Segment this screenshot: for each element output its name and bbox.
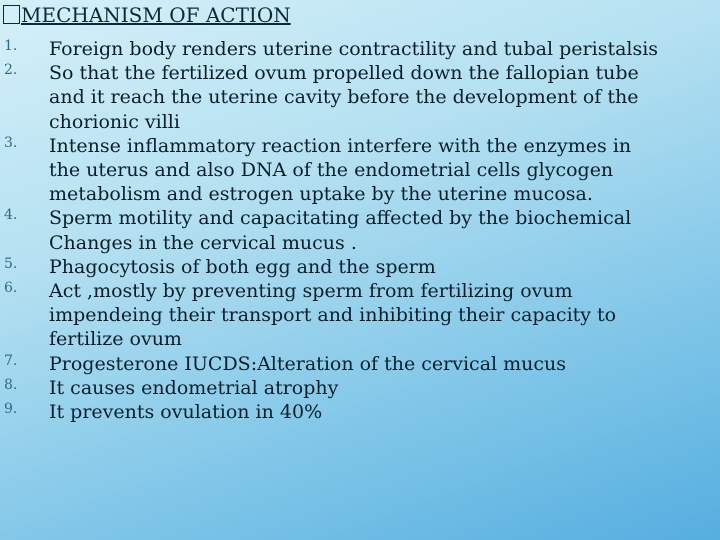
list-item-text: Intense inflammatory reaction interfere with the enzymes in the uterus and also DNA of the endometrial cells glycogen metabolism and estrogen uptake by the uterine mucosa. [49, 134, 632, 206]
list-item-text: It causes endometrial atrophy [49, 376, 339, 399]
list-item [0, 400, 708, 424]
list-item [0, 61, 708, 134]
list-item-text: So that the fertilized ovum propelled down the fallopian tube and it reach the uterine cavity before the development of the chorionic villi [49, 62, 639, 133]
slide-title-text: MECHANISM OF ACTION [21, 3, 291, 27]
list-item-text: Act ,mostly by preventing sperm from fertilizing ovum impendeing their transport and inhibiting their capacity to fertilize ovum [49, 280, 617, 351]
list-item [0, 134, 708, 207]
list-item-text: It prevents ovulation in 40% [49, 401, 323, 424]
list-number: 7. [4, 352, 18, 369]
list-item [0, 352, 708, 376]
list-number: 3. [4, 134, 18, 151]
list-item-text: Progesterone IUCDS:Alteration of the cervical mucus [49, 352, 567, 375]
list-number: 2. [4, 62, 18, 79]
list-item [0, 279, 708, 352]
list-item [0, 376, 708, 400]
list-number: 4. [4, 207, 18, 224]
list-number: 5. [4, 255, 18, 272]
list-item [0, 37, 708, 61]
missing-glyph-icon [3, 5, 20, 24]
list-item-text: Sperm motility and capacitating affected by the biochemical Changes in the cervical mucus . [49, 207, 632, 254]
list-number: 8. [4, 376, 18, 393]
slide-title [3, 2, 291, 28]
list-number: 9. [4, 401, 18, 418]
list-item-text: Phagocytosis of both egg and the sperm [49, 255, 436, 278]
list-item-text: Foreign body renders uterine contractility and tubal peristalsis [49, 38, 659, 60]
list-item [0, 255, 708, 279]
mechanism-list [0, 37, 720, 424]
list-number: 6. [4, 280, 18, 297]
list-number: 1. [4, 38, 18, 54]
list-item [0, 206, 708, 254]
